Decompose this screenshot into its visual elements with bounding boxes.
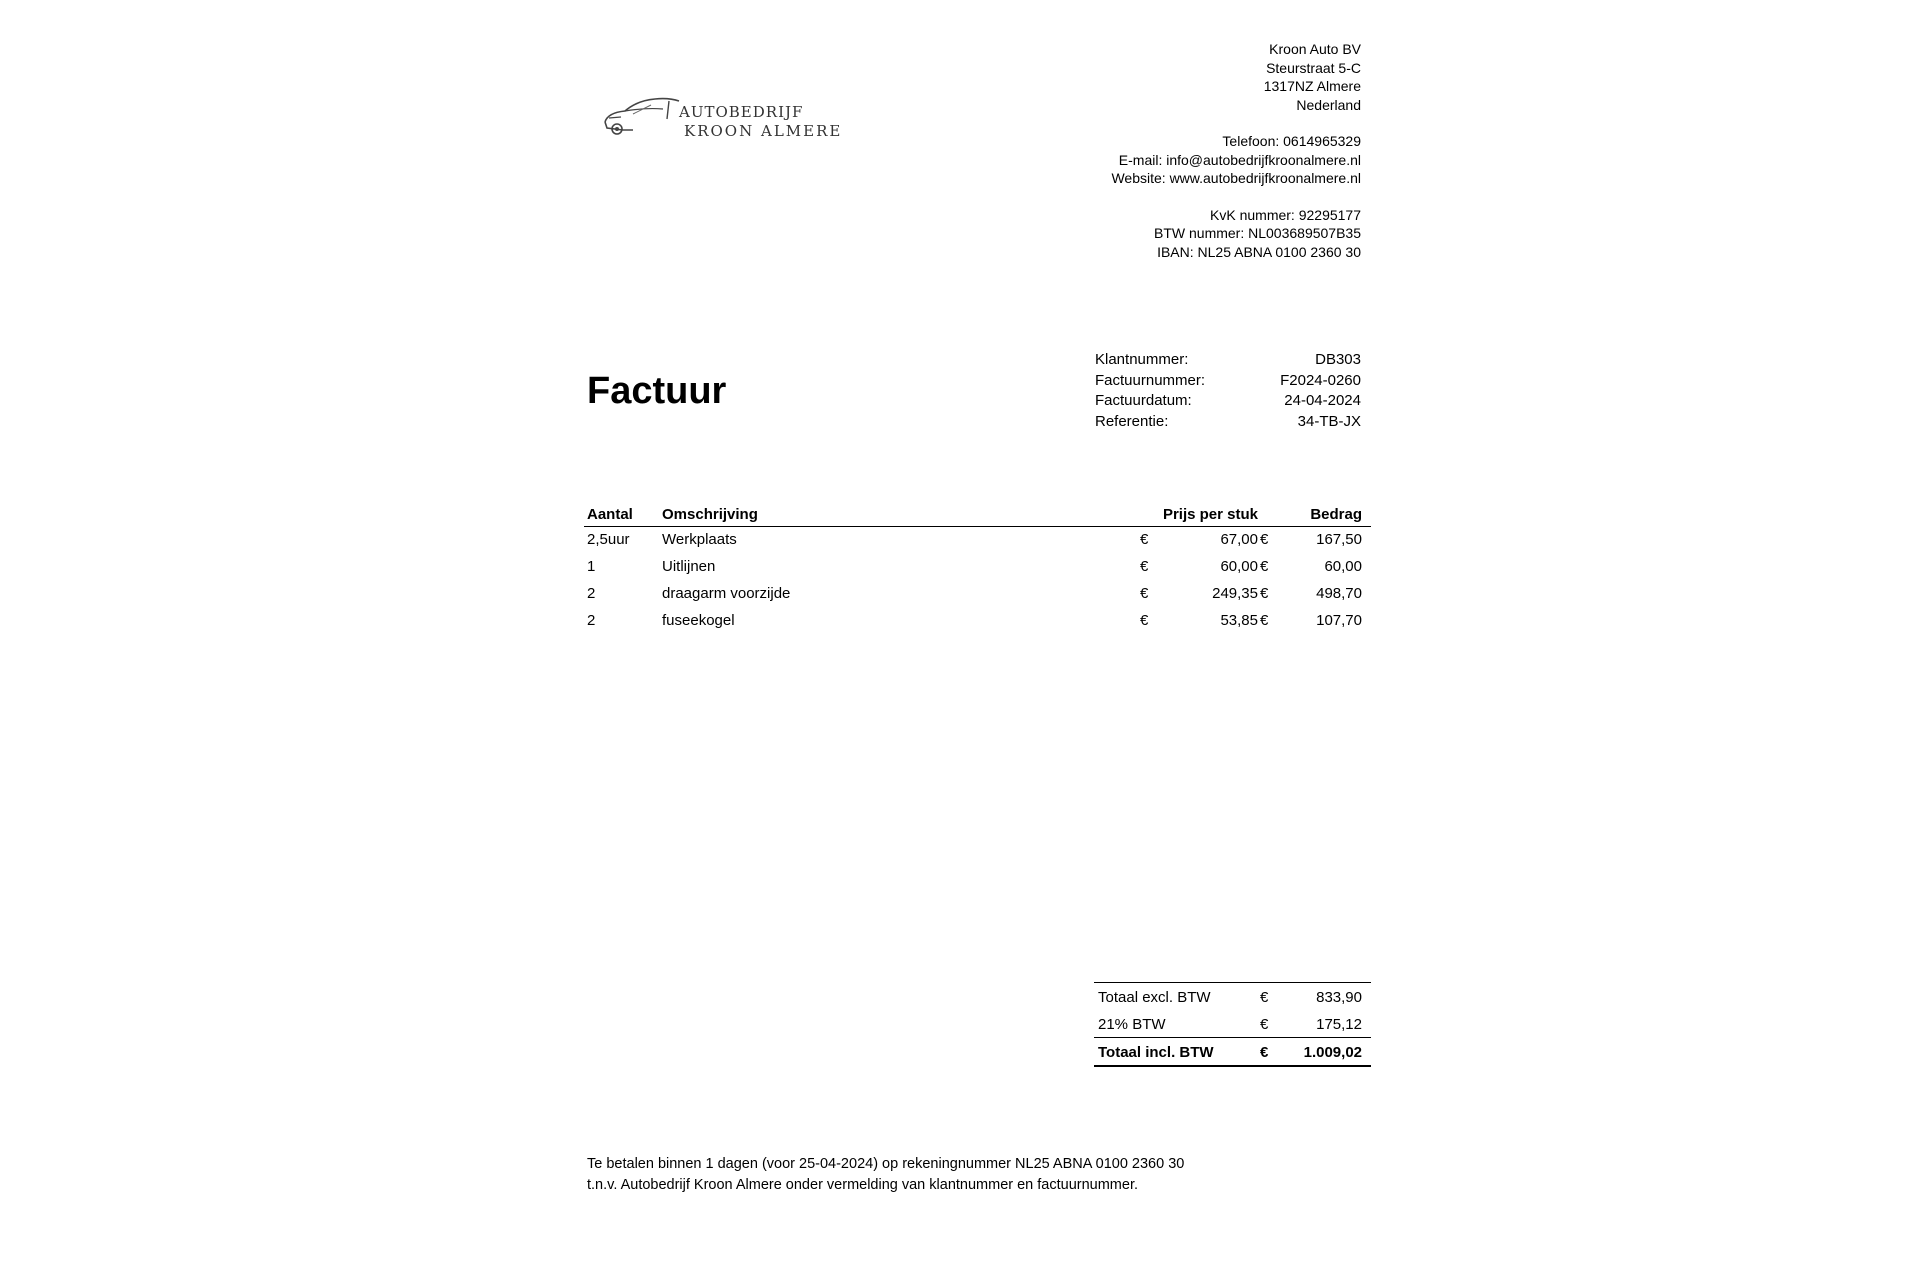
row-amount: 498,70 xyxy=(1316,585,1362,602)
meta-value: F2024-0260 xyxy=(1280,371,1361,389)
table-row xyxy=(584,608,1371,635)
company-street: Steurstraat 5-C xyxy=(1266,59,1361,76)
logo-line-2: KROON ALMERE xyxy=(684,122,843,140)
company-email: E-mail: info@autobedrijfkroonalmere.nl xyxy=(1118,151,1361,168)
meta-row xyxy=(1095,371,1361,392)
total-incl-value: 1.009,02 xyxy=(1303,1044,1362,1061)
invoice-meta xyxy=(1095,350,1361,432)
header-amount: Bedrag xyxy=(1310,506,1362,523)
total-excl-value: 833,90 xyxy=(1316,989,1362,1006)
euro-sign: € xyxy=(1260,1044,1269,1061)
euro-sign: € xyxy=(1260,1016,1269,1033)
table-row xyxy=(584,581,1371,608)
table-row xyxy=(584,554,1371,581)
row-price: 249,35 xyxy=(1212,585,1258,602)
euro-sign: € xyxy=(1140,612,1149,629)
page-title: Factuur xyxy=(587,370,727,412)
header-desc: Omschrijving xyxy=(662,506,758,523)
meta-row xyxy=(1095,350,1361,371)
meta-label: Klantnummer: xyxy=(1095,351,1189,368)
company-logo xyxy=(603,88,843,148)
meta-label: Factuurdatum: xyxy=(1095,392,1192,409)
vat-label: 21% BTW xyxy=(1098,1016,1166,1033)
meta-value: 34-TB-JX xyxy=(1297,412,1361,430)
vat-value: 175,12 xyxy=(1316,1016,1362,1033)
vat-row xyxy=(1094,1010,1371,1037)
company-iban: IBAN: NL25 ABNA 0100 2360 30 xyxy=(1157,243,1361,260)
payment-note xyxy=(587,1154,1184,1196)
row-qty: 1 xyxy=(587,558,596,575)
company-country: Nederland xyxy=(1296,96,1361,113)
row-desc: Werkplaats xyxy=(662,531,737,548)
row-qty: 2 xyxy=(587,585,596,602)
row-desc: draagarm voorzijde xyxy=(662,585,791,602)
meta-row xyxy=(1095,412,1361,433)
row-price: 67,00 xyxy=(1220,531,1258,548)
row-amount: 107,70 xyxy=(1316,612,1362,629)
company-kvk: KvK nummer: 92295177 xyxy=(1210,206,1361,223)
payment-note-line-2: t.n.v. Autobedrijf Kroon Almere onder vermelding van klantnummer en factuurnummer. xyxy=(587,1177,1139,1193)
meta-label: Referentie: xyxy=(1095,412,1169,430)
meta-label: Factuurnummer: xyxy=(1095,371,1206,389)
row-qty: 2 xyxy=(587,612,596,629)
euro-sign: € xyxy=(1140,585,1149,602)
row-amount: 60,00 xyxy=(1324,558,1362,575)
table-row xyxy=(584,527,1371,554)
row-qty: 2,5uur xyxy=(587,531,630,548)
total-incl-label: Totaal incl. BTW xyxy=(1098,1044,1214,1061)
total-excl-label: Totaal excl. BTW xyxy=(1098,989,1211,1006)
company-info xyxy=(1111,40,1361,261)
company-btw: BTW nummer: NL003689507B35 xyxy=(1154,225,1361,241)
euro-sign: € xyxy=(1260,612,1269,629)
company-phone: Telefoon: 0614965329 xyxy=(1222,133,1361,149)
row-desc: Uitlijnen xyxy=(662,558,716,575)
euro-sign: € xyxy=(1260,585,1269,602)
total-incl-row xyxy=(1094,1037,1371,1067)
row-desc: fuseekogel xyxy=(662,612,735,629)
header-qty: Aantal xyxy=(587,506,633,523)
meta-row xyxy=(1095,391,1361,412)
row-amount: 167,50 xyxy=(1316,531,1362,548)
row-price: 53,85 xyxy=(1220,612,1258,629)
logo-line-1: AUTOBEDRIJF xyxy=(679,103,804,121)
euro-sign: € xyxy=(1140,558,1149,575)
table-header xyxy=(584,502,1371,527)
car-icon xyxy=(603,88,683,140)
meta-value: 24-04-2024 xyxy=(1284,392,1361,409)
company-name: Kroon Auto BV xyxy=(1269,41,1361,57)
company-website: Website: www.autobedrijfkroonalmere.nl xyxy=(1111,170,1361,186)
totals-block xyxy=(1094,982,1371,1067)
total-excl-row xyxy=(1094,983,1371,1010)
items-table xyxy=(584,502,1371,635)
payment-note-line-1: Te betalen binnen 1 dagen (voor 25-04-2024) op rekeningnummer NL25 ABNA 0100 2360 30 xyxy=(587,1156,1185,1172)
row-price: 60,00 xyxy=(1220,558,1258,575)
meta-value: DB303 xyxy=(1315,351,1361,368)
euro-sign: € xyxy=(1140,531,1149,548)
euro-sign: € xyxy=(1260,989,1269,1006)
header-price: Prijs per stuk xyxy=(1162,506,1258,523)
euro-sign: € xyxy=(1260,558,1269,575)
euro-sign: € xyxy=(1260,531,1269,548)
company-city: 1317NZ Almere xyxy=(1263,78,1361,94)
